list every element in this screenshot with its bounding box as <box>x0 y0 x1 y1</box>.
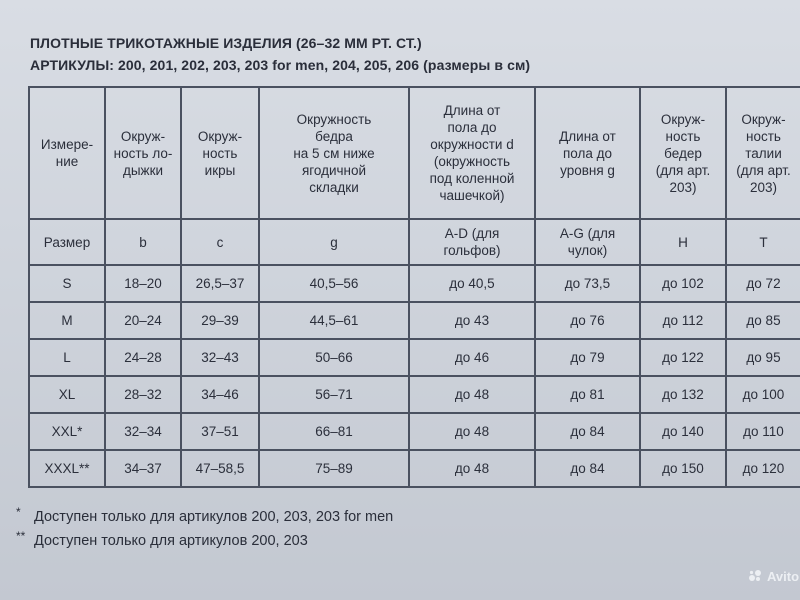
table-cell: XXL* <box>29 413 105 450</box>
table-subheader-row-cell: g <box>259 219 409 265</box>
footnote-mark: * <box>16 505 21 519</box>
document-subtitle: АРТИКУЛЫ: 200, 201, 202, 203, 203 for men, 204, 205, 206 (размеры в см) <box>30 57 531 73</box>
table-cell: M <box>29 302 105 339</box>
size-table <box>28 86 800 488</box>
table-header-row-cell: Длина от пола до окружности d (окружность под коленной чашечкой) <box>409 87 535 219</box>
table-cell: 18–20 <box>105 265 181 302</box>
watermark <box>748 566 800 586</box>
table-cell: до 122 <box>640 339 726 376</box>
size-table-body <box>29 87 800 487</box>
table-cell: 66–81 <box>259 413 409 450</box>
table-subheader-row-cell: H <box>640 219 726 265</box>
footnote <box>16 529 393 553</box>
table-header-row <box>29 87 800 219</box>
table-cell: 29–39 <box>181 302 259 339</box>
table-cell: до 112 <box>640 302 726 339</box>
table-cell: 24–28 <box>105 339 181 376</box>
table-cell: до 84 <box>535 413 640 450</box>
table-subheader-row-cell: A-G (для чулок) <box>535 219 640 265</box>
table-row <box>29 376 800 413</box>
table-subheader-row-cell: T <box>726 219 800 265</box>
table-row <box>29 265 800 302</box>
footnote-mark: ** <box>16 529 26 543</box>
table-cell: 34–46 <box>181 376 259 413</box>
table-cell: 40,5–56 <box>259 265 409 302</box>
table-cell: до 120 <box>726 450 800 487</box>
table-cell: до 48 <box>409 376 535 413</box>
table-cell: до 48 <box>409 413 535 450</box>
avito-logo-icon <box>748 569 762 583</box>
footnote-text: Доступен только для артикулов 200, 203, 203 for men <box>34 509 394 525</box>
table-cell: до 100 <box>726 376 800 413</box>
table-header-row-cell: Окруж- ность икры <box>181 87 259 219</box>
table-cell: 28–32 <box>105 376 181 413</box>
table-cell: 37–51 <box>181 413 259 450</box>
table-header-row-cell: Длина от пола до уровня g <box>535 87 640 219</box>
table-cell: 32–34 <box>105 413 181 450</box>
table-row <box>29 302 800 339</box>
table-cell: 56–71 <box>259 376 409 413</box>
table-cell: до 132 <box>640 376 726 413</box>
footnote-text: Доступен только для артикулов 200, 203 <box>34 533 308 549</box>
table-cell: XXXL** <box>29 450 105 487</box>
table-cell: до 150 <box>640 450 726 487</box>
table-subheader-row-cell: c <box>181 219 259 265</box>
table-cell: 20–24 <box>105 302 181 339</box>
footnotes <box>16 505 393 553</box>
table-cell: 34–37 <box>105 450 181 487</box>
table-header-row-cell: Окруж- ность ло- дыжки <box>105 87 181 219</box>
table-cell: до 72 <box>726 265 800 302</box>
table-subheader-row-cell: Размер <box>29 219 105 265</box>
table-cell: 47–58,5 <box>181 450 259 487</box>
table-cell: 75–89 <box>259 450 409 487</box>
table-cell: 32–43 <box>181 339 259 376</box>
table-header-row-cell: Окруж- ность талии (для арт. 203) <box>726 87 800 219</box>
table-row <box>29 450 800 487</box>
watermark-text: Avito <box>767 568 800 584</box>
table-cell: L <box>29 339 105 376</box>
table-cell: XL <box>29 376 105 413</box>
table-header-row-cell: Окруж- ность бедер (для арт. 203) <box>640 87 726 219</box>
table-cell: до 73,5 <box>535 265 640 302</box>
table-cell: до 79 <box>535 339 640 376</box>
table-subheader-row-cell: b <box>105 219 181 265</box>
table-subheader-row <box>29 219 800 265</box>
table-cell: до 140 <box>640 413 726 450</box>
table-cell: до 81 <box>535 376 640 413</box>
table-cell: до 110 <box>726 413 800 450</box>
table-cell: до 46 <box>409 339 535 376</box>
table-cell: до 43 <box>409 302 535 339</box>
document-title: ПЛОТНЫЕ ТРИКОТАЖНЫЕ ИЗДЕЛИЯ (26–32 ММ РТ. СТ.) <box>30 35 422 51</box>
table-cell: до 40,5 <box>409 265 535 302</box>
table-cell: до 102 <box>640 265 726 302</box>
table-header-row-cell: Измере- ние <box>29 87 105 219</box>
table-row <box>29 339 800 376</box>
table-cell: до 48 <box>409 450 535 487</box>
table-header-row-cell: Окружность бедра на 5 см ниже ягодичной складки <box>259 87 409 219</box>
table-cell: до 95 <box>726 339 800 376</box>
table-cell: до 76 <box>535 302 640 339</box>
document-header <box>30 32 530 76</box>
table-cell: S <box>29 265 105 302</box>
table-row <box>29 413 800 450</box>
table-cell: до 85 <box>726 302 800 339</box>
footnote <box>16 505 393 529</box>
table-cell: 50–66 <box>259 339 409 376</box>
table-cell: 44,5–61 <box>259 302 409 339</box>
table-subheader-row-cell: A-D (для гольфов) <box>409 219 535 265</box>
table-cell: 26,5–37 <box>181 265 259 302</box>
table-cell: до 84 <box>535 450 640 487</box>
